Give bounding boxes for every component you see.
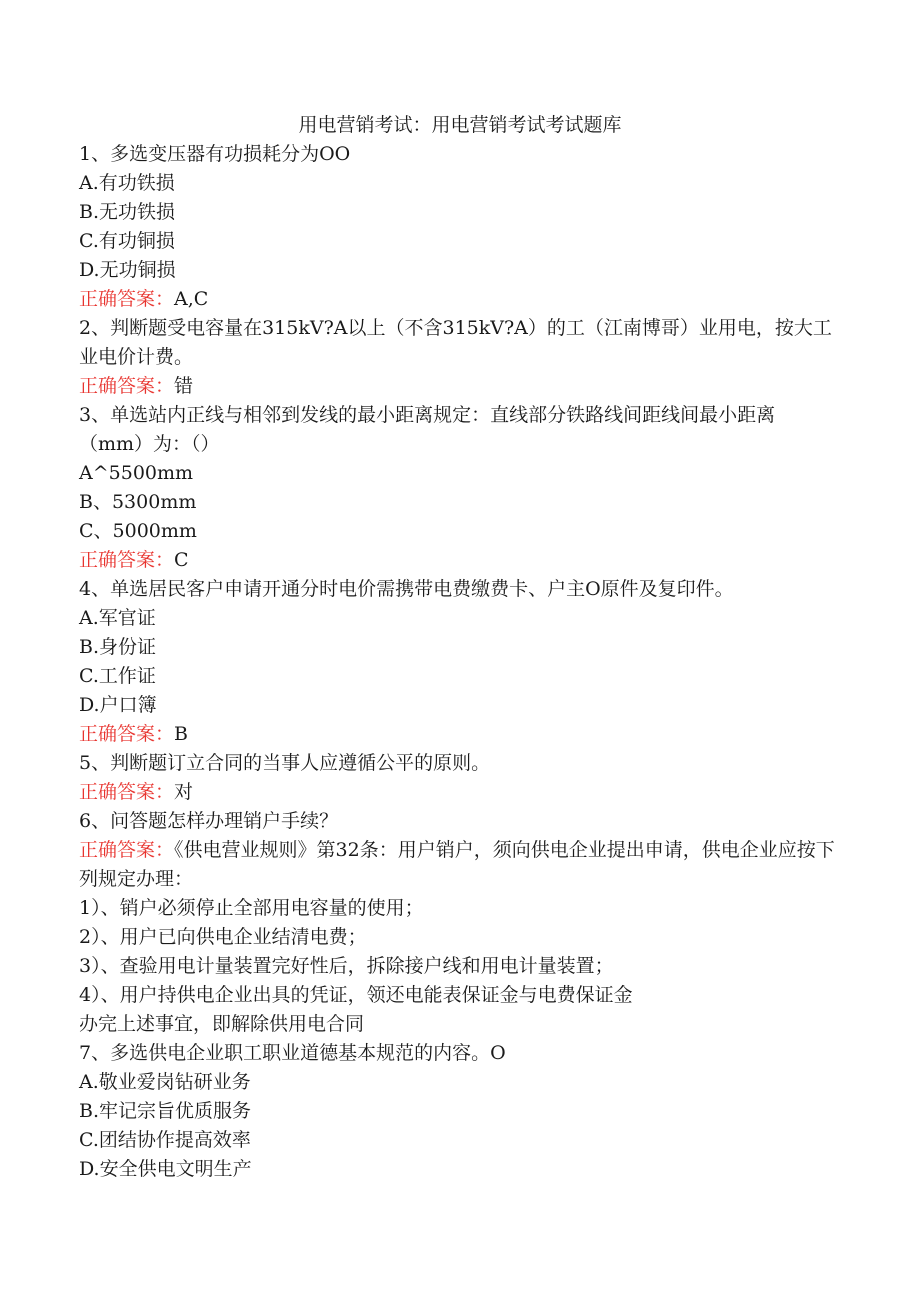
page-title: 用电营销考试：用电营销考试考试题库 — [298, 114, 622, 136]
answer-value: B — [174, 723, 188, 745]
answer-value: 对 — [174, 781, 194, 803]
question-2-answer — [79, 372, 839, 401]
question-3-answer — [79, 546, 839, 575]
question-7-option-a: A.敬业爱岗钻研业务 — [79, 1071, 251, 1093]
question-4-option-a: A.军官证 — [79, 607, 156, 629]
answer-label: 正确答案： — [79, 781, 175, 803]
answer-value: C — [174, 549, 189, 571]
question-1-option-b: B.无功铁损 — [79, 201, 176, 223]
question-7-option-d: D.安全供电文明生产 — [79, 1158, 252, 1180]
answer-label: 正确答案： — [79, 723, 175, 745]
question-6-answer-line-1: 1）、销户必须停止全部用电容量的使用； — [79, 897, 424, 919]
question-6-stem: 6、问答题怎样办理销户手续？ — [79, 810, 339, 832]
question-4-option-b: B.身份证 — [79, 636, 157, 658]
answer-value: 《供电营业规则》第32条：用户销户，须向供电企业提出申请，供电企业应按下列规定办理： — [79, 839, 835, 890]
question-6-answer-line-4: 4）、用户持供电企业出具的凭证，领还电能表保证金与电费保证金 — [79, 984, 633, 1006]
question-3-option-c: C、5000mm — [79, 520, 197, 542]
question-4-answer — [79, 720, 839, 749]
question-7-stem: 7、多选供电企业职工职业道德基本规范的内容。O — [79, 1042, 506, 1064]
question-3-option-a: A^5500mm — [79, 462, 194, 484]
answer-label: 正确答案： — [79, 839, 175, 861]
question-6-answer-line-2: 2）、用户已向供电企业结清电费； — [79, 926, 367, 948]
answer-value: A,C — [174, 288, 209, 310]
question-list — [79, 140, 839, 1184]
question-1-option-a: A.有功铁损 — [79, 172, 175, 194]
question-5-stem: 5、判断题订立合同的当事人应遵循公平的原则。 — [79, 752, 491, 774]
question-1-option-d: D.无功铜损 — [79, 259, 176, 281]
question-2-stem: 2、判断题受电容量在315kV?A以上（不含315kV?A）的工（江南博哥）业用电，按大工业电价计费。 — [79, 317, 832, 368]
question-3-option-b: B、5300mm — [79, 491, 197, 513]
question-1-stem: 1、多选变压器有功损耗分为OO — [79, 143, 351, 165]
question-1-answer — [79, 285, 839, 314]
question-6-answer — [79, 836, 839, 894]
question-6-answer-line-5: 办完上述事宜，即解除供用电合同 — [79, 1013, 365, 1035]
question-5-answer — [79, 778, 839, 807]
question-1-option-c: C.有功铜损 — [79, 230, 175, 252]
question-3-stem: 3、单选站内正线与相邻到发线的最小距离规定：直线部分铁路线间距线间最小距离（mm）为：（） — [79, 404, 776, 455]
question-6-answer-line-3: 3）、查验用电计量装置完好性后，拆除接户线和用电计量装置； — [79, 955, 614, 977]
question-7-option-b: B.牢记宗旨优质服务 — [79, 1100, 252, 1122]
question-4-option-d: D.户口簿 — [79, 694, 157, 716]
answer-value: 错 — [174, 375, 194, 397]
question-4-option-c: C.工作证 — [79, 665, 156, 687]
question-7-option-c: C.团结协作提高效率 — [79, 1129, 251, 1151]
answer-label: 正确答案： — [79, 549, 175, 571]
answer-label: 正确答案： — [79, 288, 175, 310]
answer-label: 正确答案： — [79, 375, 175, 397]
question-4-stem: 4、单选居民客户申请开通分时电价需携带电费缴费卡、户主O原件及复印件。 — [79, 578, 734, 600]
